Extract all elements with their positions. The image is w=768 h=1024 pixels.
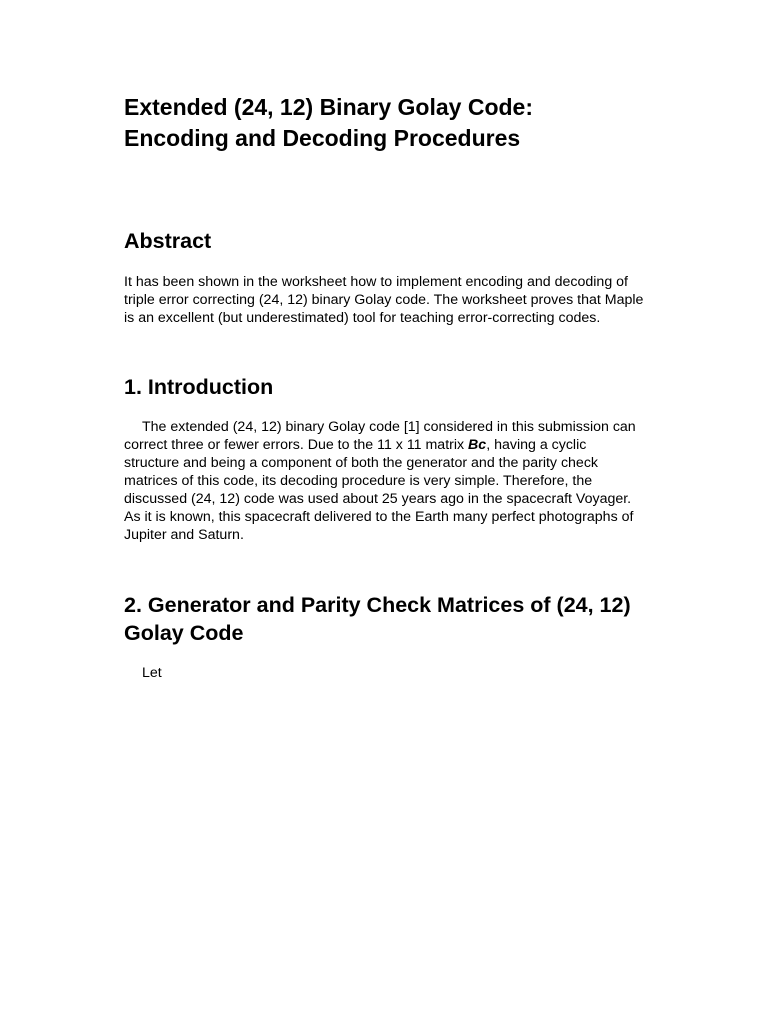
introduction-paragraph [124, 418, 684, 544]
document-title-line-2: Encoding and Decoding Procedures [124, 125, 521, 151]
document-title-line-1: Extended (24, 12) Binary Golay Code: [124, 94, 534, 120]
section-2-heading-line-2: Golay Code [124, 621, 244, 645]
introduction-line-1: The extended (24, 12) binary Golay code [1] considered in this submission can [142, 419, 636, 435]
abstract-heading: Abstract [124, 229, 212, 253]
introduction-line-2 [124, 436, 684, 454]
introduction-line-3: structure and being a component of both the generator and the parity check [124, 455, 599, 471]
matrix-bc-symbol: Bc [468, 437, 487, 453]
abstract-line-2: triple error correcting (24, 12) binary Golay code. The worksheet proves that Maple [124, 292, 644, 308]
introduction-line-5: discussed (24, 12) code was used about 25 years ago in the spacecraft Voyager. [124, 491, 632, 507]
introduction-line-2-text: correct three or fewer errors. Due to the 11 x 11 matrix [124, 437, 469, 453]
section-2-heading-line-1: 2. Generator and Parity Check Matrices of (24, 12) [124, 593, 631, 617]
introduction-heading: 1. Introduction [124, 375, 274, 399]
document-title [124, 92, 724, 154]
introduction-line-2-rest: , having a cyclic [486, 437, 587, 453]
introduction-line-7: Jupiter and Saturn. [124, 527, 244, 543]
section-2-paragraph [124, 664, 684, 682]
abstract-line-3: is an excellent (but underestimated) tool for teaching error-correcting codes. [124, 310, 601, 326]
introduction-line-6: As it is known, this spacecraft delivered to the Earth many perfect photographs of [124, 509, 634, 525]
abstract-line-1: It has been shown in the worksheet how to implement encoding and decoding of [124, 274, 628, 290]
introduction-line-4: matrices of this code, its decoding procedure is very simple. Therefore, the [124, 473, 593, 489]
section-2-heading [124, 591, 724, 647]
section-2-let-text: Let [142, 665, 162, 681]
abstract-paragraph [124, 273, 684, 327]
